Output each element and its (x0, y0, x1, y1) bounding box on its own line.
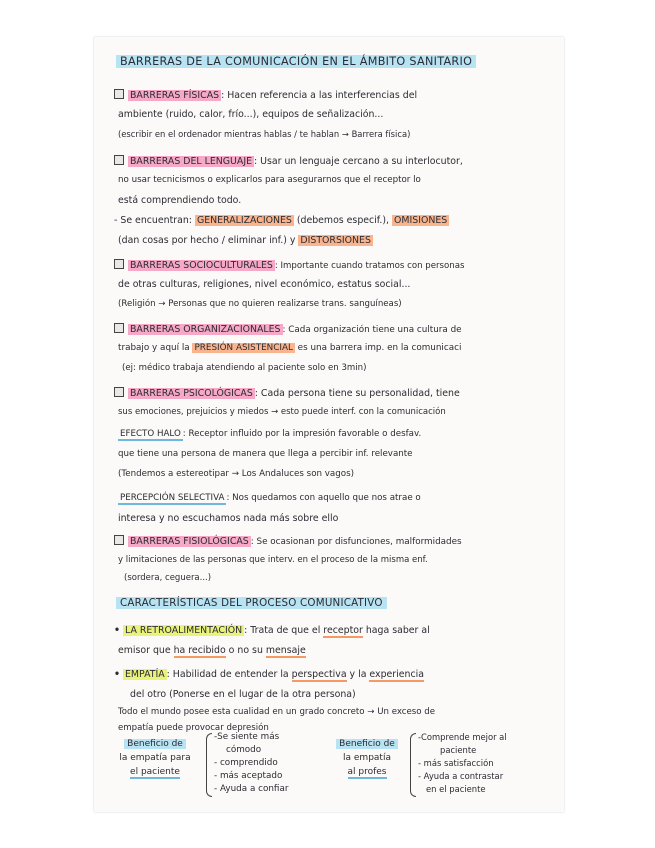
empatia-label: EMPATÍA (125, 669, 165, 680)
distorsiones-label: DISTORSIONES (300, 235, 371, 246)
efecto-halo-label: EFECTO HALO (120, 429, 181, 439)
beneficio-paciente-line-2: la empatía para (119, 753, 191, 763)
recibido-word: ha recibido (173, 645, 226, 656)
brace-right (410, 733, 416, 797)
perspectiva-word: perspectiva (291, 669, 347, 680)
beneficio-profes-line-1: Beneficio de (336, 739, 398, 749)
socioculturales-label: BARRERAS SOCIOCULTURALES (130, 260, 273, 271)
fisiologicas-line-3: (sordera, ceguera...) (124, 573, 212, 583)
percepcion-line-1 (118, 493, 421, 503)
empatia-line-4: empatía puede provocar depresión (118, 723, 269, 733)
retro-line-1 (114, 625, 430, 636)
paciente-item: - comprendido (214, 758, 278, 768)
profes-item: - más satisfacción (418, 758, 494, 768)
organizacionales-label: BARRERAS ORGANIZACIONALES (130, 324, 281, 335)
beneficio-profes-line-2: la empatía (343, 753, 391, 763)
lenguaje-text-1: : Usar un lenguaje cercano a su interlocutor, (254, 156, 463, 167)
profes-item: paciente (440, 745, 477, 755)
lenguaje-text-4: - Se encuentran: (114, 215, 195, 226)
paciente-item: - más aceptado (214, 771, 283, 781)
retro-text-1b: haga saber al (362, 625, 430, 636)
organizacionales-text-2: trabajo y aquí la (118, 343, 193, 353)
socioculturales-line-2: de otras culturas, religiones, nivel económico, estatus social... (118, 279, 411, 290)
profes-item: en el paciente (426, 784, 486, 794)
organizacionales-line-3: (ej: médico trabaja atendiendo al paciente solo en 3min) (122, 363, 367, 373)
bullet-icon (114, 89, 124, 99)
bullet-dot-icon: • (114, 625, 120, 636)
retro-text-1: : Trata de que el (244, 625, 324, 636)
retro-line-2 (118, 645, 306, 656)
bullet-dot-icon: • (114, 669, 120, 680)
organizacionales-text-1: : Cada organización tiene una cultura de (282, 325, 462, 335)
lenguaje-line-5 (118, 235, 373, 246)
beneficio-profes-line-3: al profes (347, 767, 387, 777)
halo-line-1 (118, 429, 421, 439)
bullet-icon (114, 259, 124, 269)
paciente-item: -Se siente más (214, 732, 280, 742)
paciente-item: cómodo (226, 745, 262, 755)
halo-line-3: (Tendemos a estereotipar → Los Andaluces son vagos) (118, 469, 354, 479)
beneficio-paciente (112, 737, 198, 779)
profes-item: -Comprende mejor al (418, 732, 507, 742)
bullet-icon (114, 155, 124, 165)
empatia-text-1: : Habilidad de entender la (166, 669, 292, 680)
psicologicas-text-1: : Cada persona tiene su personalidad, tiene (254, 388, 460, 399)
paciente-benefits-list (214, 731, 288, 796)
lenguaje-line-3: está comprendiendo todo. (118, 195, 242, 206)
beneficio-paciente-line-3: el paciente (130, 767, 180, 777)
fisiologicas-line-2: y limitaciones de las personas que interv. en el proceso de la misma enf. (118, 555, 428, 565)
empatia-line-3: Todo el mundo posee esta cualidad en un grado concreto → Un exceso de (118, 707, 435, 717)
retro-text-2: emisor que (118, 645, 174, 656)
empatia-line-2: del otro (Ponerse en el lugar de la otra persona) (130, 689, 356, 700)
page-title: BARRERAS DE LA COMUNICACIÓN EN EL ÁMBITO SANITARIO (116, 55, 476, 68)
lenguaje-line-2: no usar tecnicismos o explicarlos para asegurarnos que el receptor lo (118, 175, 421, 185)
notebook-page (94, 37, 564, 812)
psicologicas-label: BARRERAS PSICOLÓGICAS (130, 388, 253, 399)
halo-line-2: que tiene una persona de manera que llega a percibir inf. relevante (118, 449, 413, 459)
empatia-text-1b: y la (346, 669, 370, 680)
organizacionales-line-2 (118, 343, 461, 353)
lenguaje-line-4 (114, 215, 449, 226)
organizacionales-line-1 (114, 323, 462, 335)
psicologicas-line-1 (114, 387, 460, 399)
psicologicas-line-2: sus emociones, prejuicios y miedos → esto puede interf. con la comunicación (118, 407, 446, 417)
lenguaje-text-4b: (debemos especif.), (293, 215, 393, 226)
fisiologicas-label: BARRERAS FISIOLÓGICAS (130, 536, 249, 547)
retro-label: LA RETROALIMENTACIÓN (125, 625, 243, 636)
omisiones-label: OMISIONES (394, 215, 448, 226)
socioculturales-line-1 (114, 259, 464, 271)
bullet-icon (114, 323, 124, 333)
fisicas-text-1: : Hacen referencia a las interferencias del (221, 90, 418, 101)
bullet-icon (114, 535, 124, 545)
section-subtitle: CARACTERÍSTICAS DEL PROCESO COMUNICATIVO (116, 597, 387, 609)
profes-benefits-list (418, 731, 507, 796)
beneficio-profes (330, 737, 404, 779)
socioculturales-text-1: : Importante cuando tratamos con personas (274, 261, 465, 271)
receptor-word: receptor (323, 625, 363, 636)
organizacionales-text-2b: es una barrera imp. en la comunicaci (294, 343, 462, 353)
bullet-icon (114, 387, 124, 397)
lenguaje-text-5: (dan cosas por hecho / eliminar inf.) y (118, 235, 299, 246)
fisicas-line-1 (114, 89, 417, 101)
fisiologicas-line-1 (114, 535, 462, 547)
generalizaciones-label: GENERALIZACIONES (196, 215, 292, 226)
mensaje-word: mensaje (265, 645, 306, 656)
beneficio-paciente-line-1: Beneficio de (124, 739, 186, 749)
halo-text-1: : Receptor influido por la impresión favorable o desfav. (182, 429, 422, 439)
fisicas-label: BARRERAS FÍSICAS (130, 90, 220, 101)
brace-left (206, 733, 212, 797)
experiencia-word: experiencia (369, 669, 424, 680)
fisicas-line-2: ambiente (ruido, calor, frío...), equipos de señalización... (118, 109, 384, 120)
paciente-item: - Ayuda a confiar (214, 784, 289, 794)
profes-item: - Ayuda a contrastar (418, 771, 504, 781)
percepcion-line-2: interesa y no escuchamos nada más sobre ello (118, 513, 339, 524)
socioculturales-line-3: (Religión → Personas que no quieren realizarse trans. sanguíneas) (118, 299, 402, 309)
fisicas-line-3: (escribir en el ordenador mientras hablas / te hablan → Barrera física) (118, 129, 411, 139)
lenguaje-line-1 (114, 155, 463, 167)
retro-text-2b: o no su (225, 645, 266, 656)
fisiologicas-text-1: : Se ocasionan por disfunciones, malformidades (250, 537, 462, 547)
percepcion-selectiva-label: PERCEPCIÓN SELECTIVA (120, 493, 225, 503)
presion-asistencial-label: PRESIÓN ASISTENCIAL (194, 343, 293, 353)
percepcion-text-1: : Nos quedamos con aquello que nos atrae o (226, 493, 421, 503)
empatia-line-1 (114, 669, 424, 680)
lenguaje-label: BARRERAS DEL LENGUAJE (130, 156, 253, 167)
